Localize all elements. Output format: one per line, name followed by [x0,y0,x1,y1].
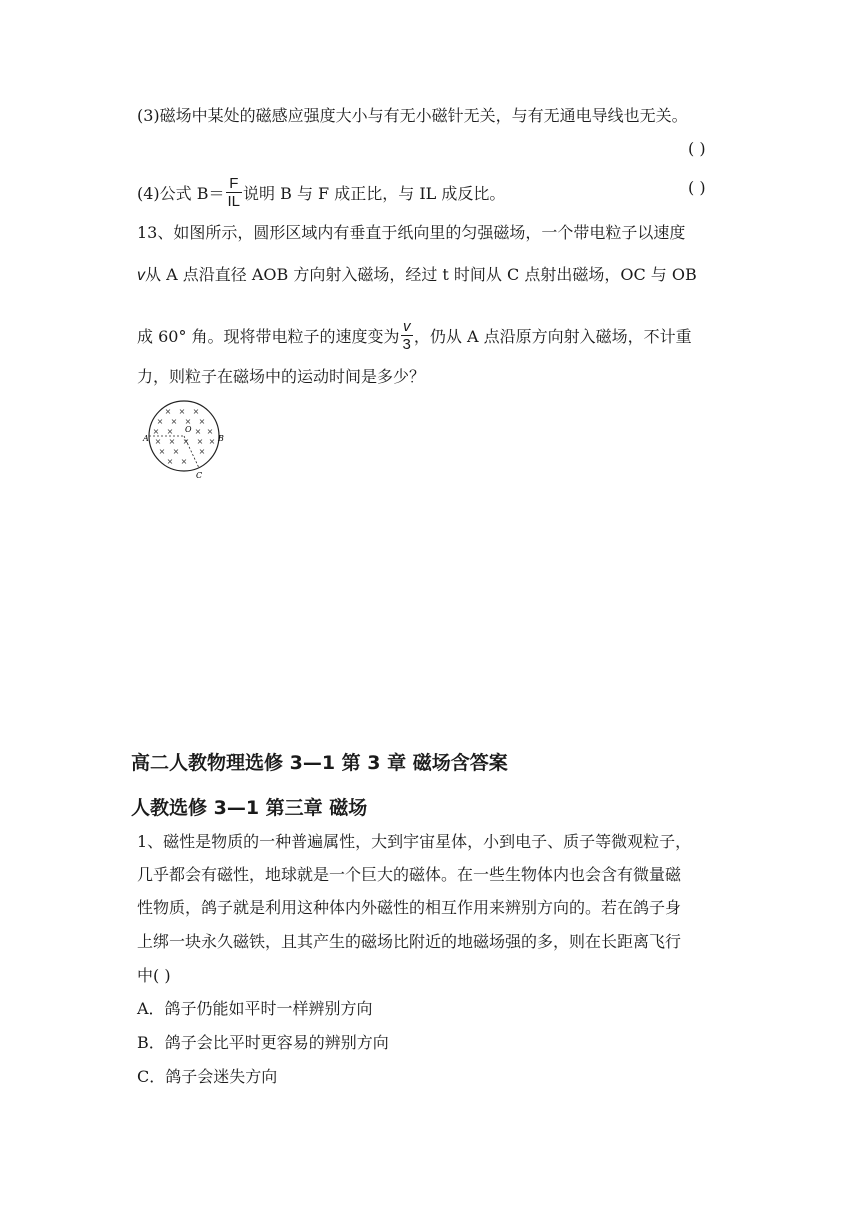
label-c: C [196,471,203,480]
q12-item4-prefix: (4)公式 B＝ [137,184,225,203]
svg-text:×: × [178,407,186,416]
fraction-denominator: 3 [402,336,411,353]
svg-text:×: × [170,417,178,426]
svg-text:×: × [192,407,200,416]
q13-line2-text: 从 A 点沿直径 AOB 方向射入磁场，经过 t 时间从 C 点射出磁场，OC 与 OB [145,265,697,284]
svg-text:×: × [206,427,214,436]
q1-line: 上绑一块永久磁铁，且其产生的磁场比附近的地磁场强的多，则在长距离飞行 [137,932,682,951]
label-a: A [143,434,149,443]
chapter-subtitle: 人教选修 3—1 第三章 磁场 [131,797,368,819]
svg-text:×: × [198,417,206,426]
svg-text:×: × [168,437,176,446]
document-title: 高二人教物理选修 3—1 第 3 章 磁场含答案 [131,752,508,774]
svg-text:×: × [166,457,174,466]
fraction-numerator: F [226,175,243,193]
q13-line1: 13、如图所示，圆形区域内有垂直于纸向里的匀强磁场，一个带电粒子以速度 [137,223,686,242]
svg-text:×: × [166,427,174,436]
svg-text:×: × [208,437,216,446]
label-o: O [185,425,192,434]
svg-text:×: × [172,447,180,456]
svg-text:×: × [158,447,166,456]
magnetic-field-diagram [138,398,238,484]
fraction-numerator: v [401,318,413,336]
q12-item3-answer-paren: ( ) [688,139,706,158]
svg-text:×: × [156,417,164,426]
option-a: A．鸽子仍能如平时一样辨别方向 [137,999,373,1018]
q13-line3-prefix: 成 60° 角。现将带电粒子的速度变为 [137,327,400,346]
q1-line: 中( ) [137,966,171,985]
option-c: C．鸽子会迷失方向 [137,1067,278,1086]
q12-item4-suffix: 说明 B 与 F 成正比，与 IL 成反比。 [243,184,506,203]
svg-text:×: × [154,437,162,446]
q1-line: 性物质，鸽子就是利用这种体内外磁性的相互作用来辨别方向的。若在鸽子身 [137,898,682,917]
svg-text:×: × [152,427,160,436]
option-b: B．鸽子会比平时更容易的辨别方向 [137,1033,389,1052]
q13-line2 [137,265,697,286]
q12-item4-answer-paren: ( ) [688,178,706,197]
formula-fraction [226,175,243,210]
svg-text:×: × [194,427,202,436]
svg-text:×: × [198,447,206,456]
velocity-symbol: v [137,267,145,284]
svg-text:×: × [164,407,172,416]
q1-line: 1、磁性是物质的一种普遍属性，大到宇宙星体，小到电子、质子等微观粒子， [137,832,692,851]
q13-line3 [137,320,692,355]
q13-line3-suffix: ，仍从 A 点沿原方向射入磁场，不计重 [413,327,692,346]
svg-text:×: × [182,437,190,446]
svg-text:×: × [196,437,204,446]
q12-item4 [137,177,505,212]
q12-item3: (3)磁场中某处的磁感应强度大小与有无小磁针无关，与有无通电导线也无关。 [137,106,688,125]
svg-text:×: × [180,457,188,466]
label-b: B [218,434,224,443]
velocity-fraction [401,318,413,353]
q13-line4: 力，则粒子在磁场中的运动时间是多少？ [137,367,426,386]
q1-line: 几乎都会有磁性，地球就是一个巨大的磁体。在一些生物体内也会含有微量磁 [137,865,682,884]
svg-text:×: × [184,417,192,426]
fraction-denominator: IL [227,193,241,210]
